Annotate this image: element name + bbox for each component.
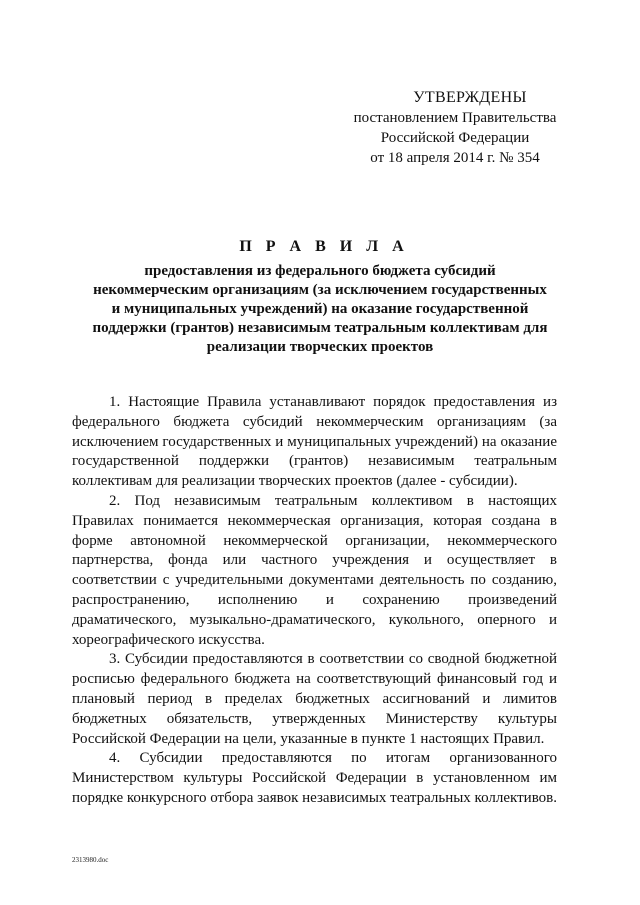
subtitle-line: реализации творческих проектов: [206, 339, 434, 355]
approval-title: УТВЕРЖДЕНЫ: [413, 89, 527, 106]
approval-stamp: [345, 88, 565, 168]
approval-line-2: Российской Федерации: [380, 130, 530, 146]
document-title: П Р А В И Л А: [239, 238, 409, 255]
paragraph-2: 2. Под независимым театральным коллективом в настоящих Правилах понимается некоммерческая организация, которая создана в форме автономной некоммерческой организации, некоммерческого партнерства, фонда или частного учреждения и осуществляет в соответствии с учредительными документами деятельность по созданию, распространению, исполнению и сохранению произведений драматического, музыкально-драматического, кукольного, оперного и хореографического искусства.: [72, 492, 557, 648]
document-subtitle: [80, 262, 560, 357]
subtitle-line: и муниципальных учреждений) на оказание государственной: [111, 301, 529, 317]
subtitle-line: предоставления из федерального бюджета субсидий: [144, 263, 496, 279]
subtitle-line: некоммерческим организациям (за исключением государственных: [93, 282, 547, 298]
paragraph-4: 4. Субсидии предоставляются по итогам организованного Министерством культуры Российской Федерации в установленном им порядке конкурсного отбора заявок независимых театральных коллективов.: [72, 750, 558, 806]
subtitle-line: поддержки (грантов) независимым театральным коллективам для: [92, 320, 548, 336]
approval-line-1: постановлением Правительства: [353, 110, 557, 126]
document-body: [72, 393, 557, 809]
paragraph-3: 3. Субсидии предоставляются в соответствии со сводной бюджетной росписью федерального бюджета на соответствующий финансовый год и плановый период в пределах бюджетных ассигнований и лимитов бюджетных обязательств, утвержденных Министерству культуры Российской Федерации на цели, указанные в пункте 1 настоящих Правил.: [72, 651, 557, 747]
paragraph-1: 1. Настоящие Правила устанавливают порядок предоставления из федерального бюджета субсидий некоммерческим организациям (за исключением государственных и муниципальных учреждений) на оказание государственной поддержки (грантов) независимым театральным коллективам для реализации творческих проектов (далее - субсидии).: [72, 394, 557, 490]
footer-file-name: 2313980.doc: [72, 856, 109, 864]
approval-line-3: от 18 апреля 2014 г. № 354: [370, 150, 540, 166]
